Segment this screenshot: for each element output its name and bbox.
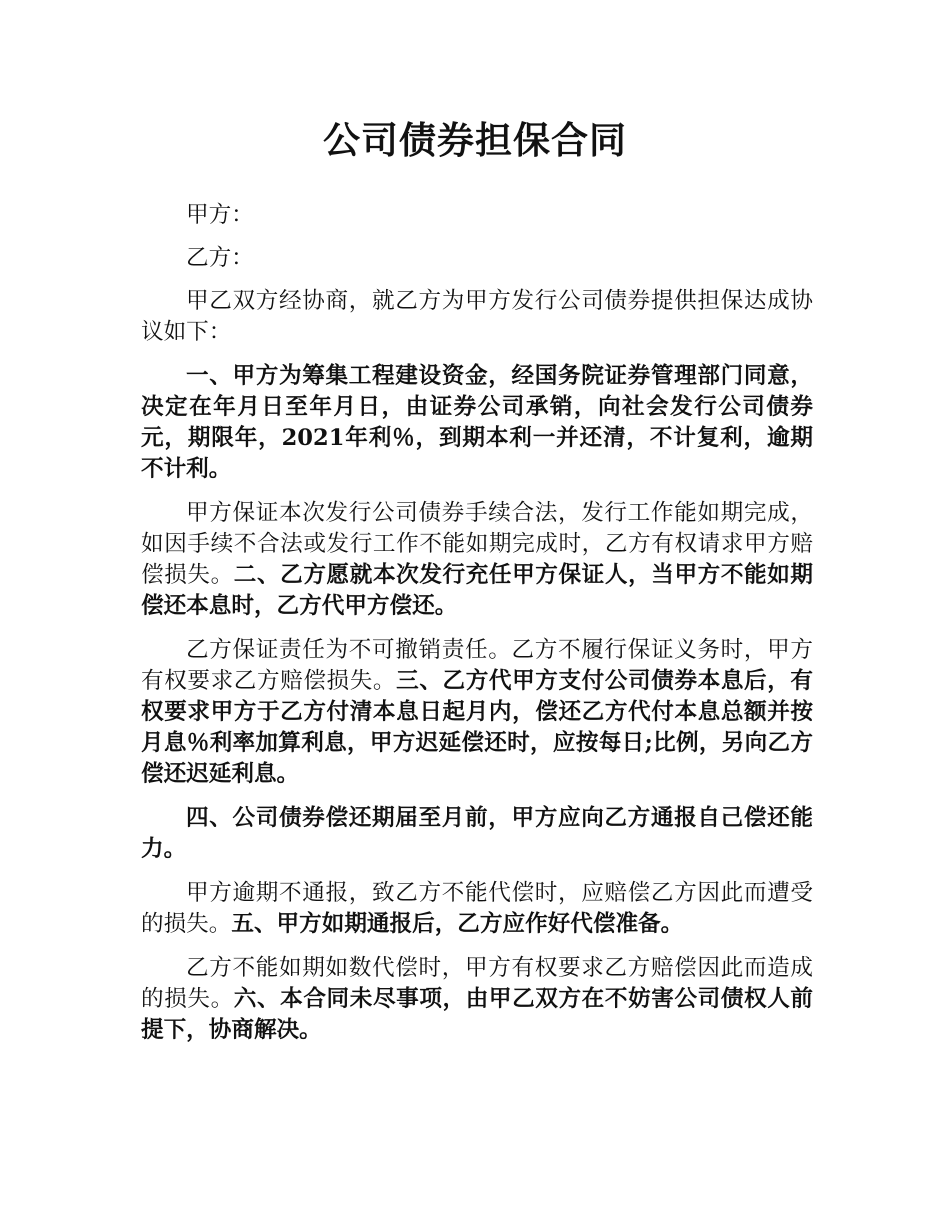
document-body <box>141 200 813 1059</box>
clause-2-preamble-text: 甲方保证本次发行公司债券手续合法，发行工作能如期完成，如因手续不合法或发行工作不能如期完成时，乙方有权请求甲方赔偿损失。 <box>141 500 813 588</box>
document-title: 公司债券担保合同 <box>323 119 627 162</box>
clause-2-text: 二、乙方愿就本次发行充任甲方保证人，当甲方不能如期偿还本息时，乙方代甲方偿还。 <box>141 562 814 619</box>
clause-4-paragraph: 四、公司债券偿还期届至月前，甲方应向乙方通报自己偿还能力。 <box>141 805 813 862</box>
party-b-label: 乙方： <box>186 245 254 271</box>
clause-3-text: 三、乙方代甲方支付公司债券本息后，有权要求甲方于乙方付清本息日起月内，偿还乙方代付本息总额并按月息％利率加算利息，甲方迟延偿还时，应按每日;比例，另向乙方偿还迟延利息。 <box>141 668 814 787</box>
clause-3-paragraph <box>141 635 813 790</box>
clause-3-preamble-text: 乙方保证责任为不可撤销责任。乙方不履行保证义务时，甲方有权要求乙方赔偿损失。 <box>141 637 813 694</box>
clause-5-text: 五、甲方如期通报后，乙方应作好代偿准备。 <box>231 911 684 937</box>
clause-1-paragraph: 一、甲方为筹集工程建设资金，经国务院证券管理部门同意，决定在年月日至年月日，由证券公司承销，向社会发行公司债券元，期限年，2021年利％，到期本利一并还清，不计复利，逾期不计利。 <box>141 363 813 482</box>
clause-5-preamble-text: 甲方逾期不通报，致乙方不能代偿时，应赔偿乙方因此而遭受的损失。 <box>141 880 813 937</box>
intro-paragraph: 甲乙双方经协商，就乙方为甲方发行公司债券提供担保达成协议如下： <box>141 288 813 345</box>
clause-6-preamble-text: 乙方不能如期如数代偿时，甲方有权要求乙方赔偿因此而造成的损失。 <box>141 955 813 1012</box>
party-a-label: 甲方： <box>186 202 254 228</box>
clause-5-paragraph <box>141 878 813 940</box>
clause-6-text: 六、本合同未尽事项，由甲乙双方在不妨害公司债权人前提下，协商解决。 <box>141 986 814 1043</box>
clause-2-paragraph <box>141 498 813 622</box>
clause-6-paragraph <box>141 953 813 1046</box>
